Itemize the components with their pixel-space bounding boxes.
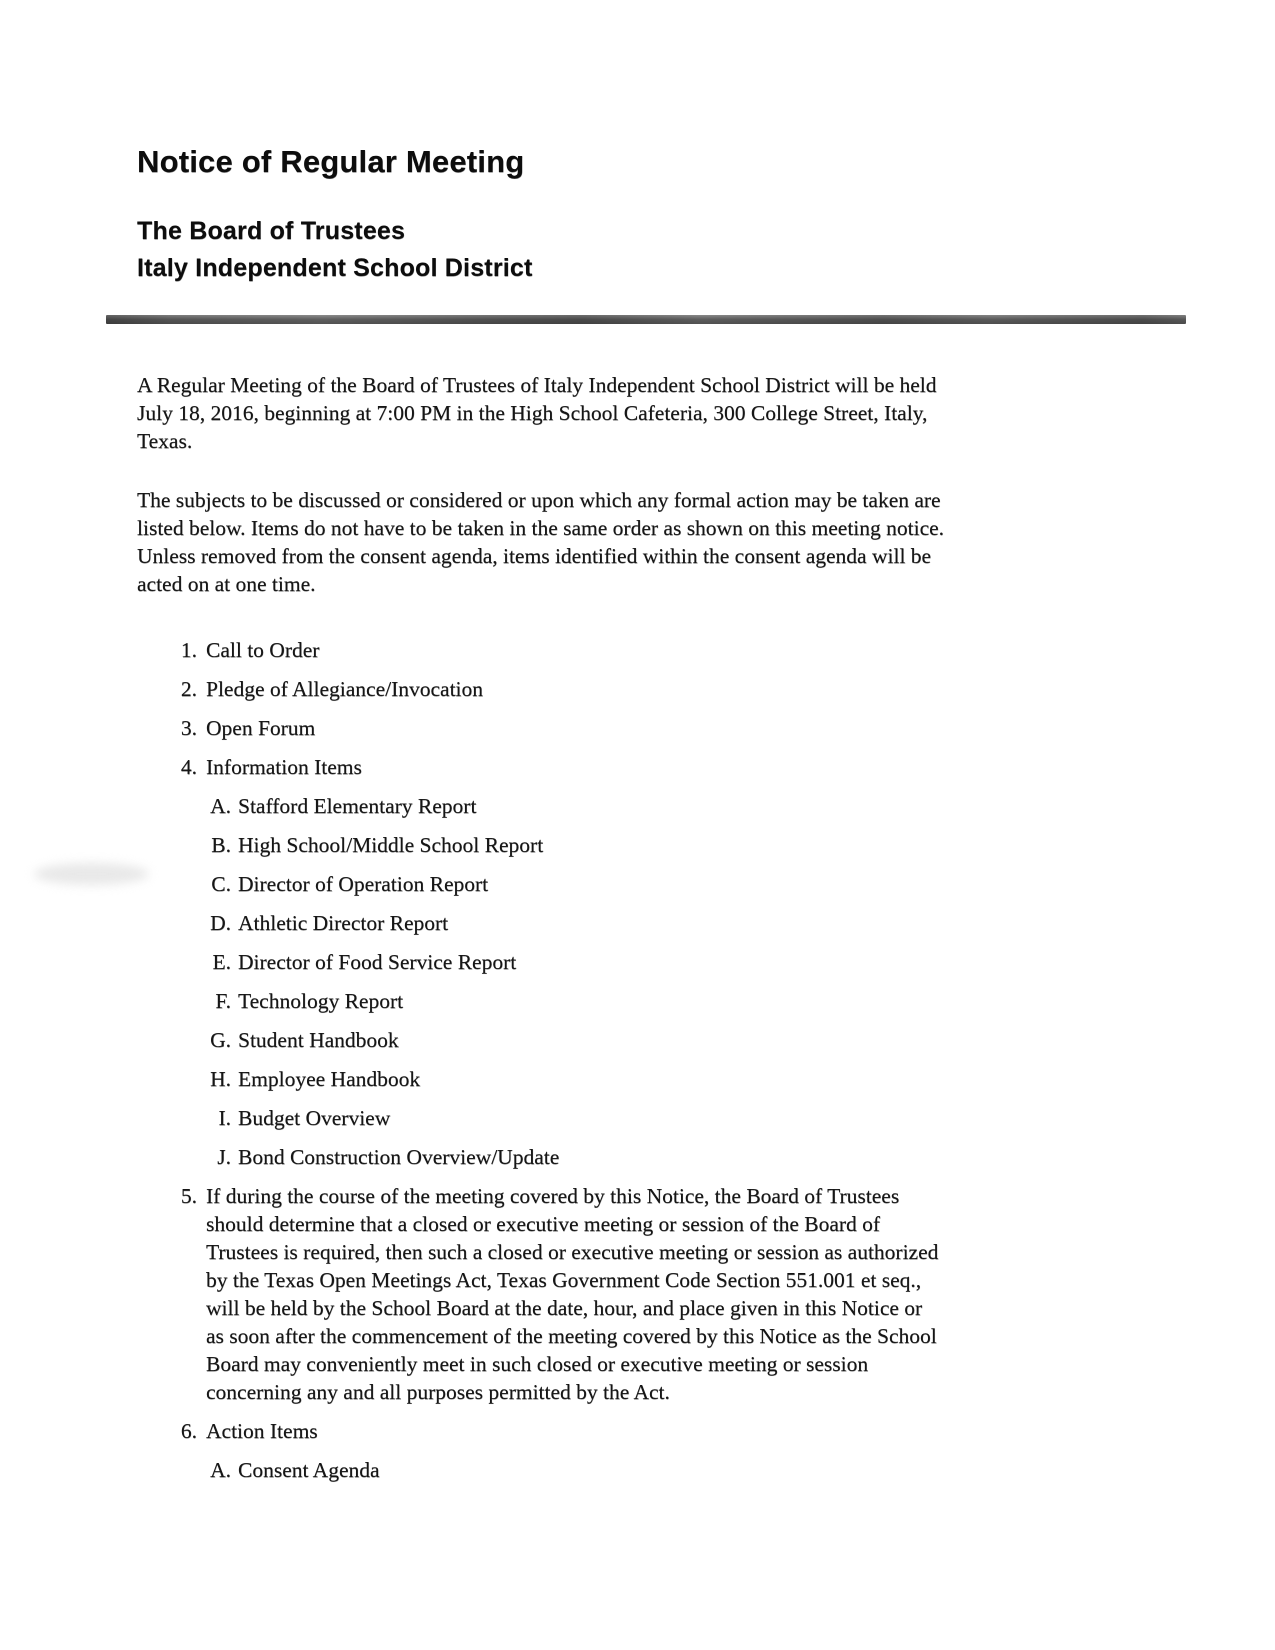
agenda-subitem-employee-handbook — [137, 1065, 1275, 1093]
item-marker: 3. — [180, 716, 197, 740]
item-label: Bond Construction Overview/Update — [238, 1145, 560, 1169]
agenda-item-pledge — [137, 675, 1275, 703]
item-label: Action Items — [206, 1419, 318, 1443]
agenda-item-information-items — [137, 753, 1275, 781]
item-label: Technology Report — [238, 989, 404, 1013]
text-line: as soon after the commencement of the meeting covered by this Notice as the School — [206, 1324, 937, 1348]
text-line: acted on at one time. — [137, 572, 316, 596]
agenda-subitem-bond-construction-overview — [137, 1143, 1275, 1171]
item-label: Budget Overview — [238, 1106, 391, 1130]
item-marker: 5. — [180, 1184, 197, 1208]
text-line: should determine that a closed or executive meeting or session of the Board of — [206, 1212, 881, 1236]
item-marker: 6. — [180, 1419, 197, 1443]
item-marker: I. — [218, 1106, 231, 1130]
text-line: concerning any and all purposes permitted by the Act. — [206, 1380, 670, 1404]
text-line: Texas. — [137, 429, 193, 453]
text-line: will be held by the School Board at the date, hour, and place given in this Notice or — [206, 1296, 923, 1320]
text-line: Trustees is required, then such a closed or executive meeting or session as authorized — [206, 1240, 939, 1264]
org-name-line: The Board of Trustees — [137, 217, 406, 245]
text-line: July 18, 2016, beginning at 7:00 PM in the High School Cafeteria, 300 College Street, Italy, — [137, 401, 928, 425]
district-name-line: Italy Independent School District — [137, 254, 533, 282]
agenda-subitem-high-school-report — [137, 831, 1275, 859]
item-label: Pledge of Allegiance/Invocation — [206, 677, 484, 701]
item-label — [206, 1182, 938, 1406]
agenda-item-closed-session-notice — [137, 1182, 1275, 1406]
text-line: listed below. Items do not have to be taken in the same order as shown on this meeting notice. — [137, 516, 945, 540]
item-label: Student Handbook — [238, 1028, 399, 1052]
item-marker: B. — [211, 833, 231, 857]
item-marker: A. — [210, 794, 231, 818]
agenda-subitem-student-handbook — [137, 1026, 1275, 1054]
item-marker: E. — [212, 950, 231, 974]
item-label: Athletic Director Report — [238, 911, 449, 935]
item-marker: F. — [215, 989, 231, 1013]
item-marker: C. — [211, 872, 231, 896]
item-marker: 2. — [180, 677, 197, 701]
agenda-item-call-to-order — [137, 636, 1275, 664]
item-marker: G. — [210, 1028, 231, 1052]
item-marker: A. — [210, 1458, 231, 1482]
item-marker: H. — [210, 1067, 231, 1091]
agenda-subitem-director-of-operation-report — [137, 870, 1275, 898]
item-marker: J. — [217, 1145, 231, 1169]
item-label: Stafford Elementary Report — [238, 794, 477, 818]
horizontal-divider — [106, 315, 1186, 324]
agenda-subitem-technology-report — [137, 987, 1275, 1015]
subjects-paragraph — [137, 486, 1067, 598]
agenda-subitem-stafford-elementary-report — [137, 792, 1275, 820]
item-marker: 1. — [180, 638, 197, 662]
text-line: by the Texas Open Meetings Act, Texas Government Code Section 551.001 et seq., — [206, 1268, 922, 1292]
text-line: A Regular Meeting of the Board of Trustees of Italy Independent School District will be held — [137, 373, 937, 397]
agenda-subitem-food-service-report — [137, 948, 1275, 976]
organization-block — [137, 213, 1275, 287]
item-label: Employee Handbook — [238, 1067, 421, 1091]
item-marker: D. — [210, 911, 231, 935]
text-line: If during the course of the meeting covered by this Notice, the Board of Trustees — [206, 1184, 900, 1208]
text-line: Board may conveniently meet in such closed or executive meeting or session — [206, 1352, 869, 1376]
item-label: Director of Operation Report — [238, 872, 489, 896]
agenda-list — [137, 636, 1275, 1484]
agenda-subitem-athletic-director-report — [137, 909, 1275, 937]
item-label: Director of Food Service Report — [238, 950, 517, 974]
item-label: Information Items — [206, 755, 362, 779]
agenda-subitem-consent-agenda — [137, 1456, 1275, 1484]
item-label: Call to Order — [206, 638, 320, 662]
item-label: High School/Middle School Report — [238, 833, 544, 857]
agenda-item-open-forum — [137, 714, 1275, 742]
scan-artifact — [34, 863, 149, 885]
agenda-subitem-budget-overview — [137, 1104, 1275, 1132]
item-label: Consent Agenda — [238, 1458, 380, 1482]
text-line: The subjects to be discussed or considered or upon which any formal action may be taken are — [137, 488, 941, 512]
item-marker: 4. — [180, 755, 197, 779]
text-line: Unless removed from the consent agenda, items identified within the consent agenda will be — [137, 544, 932, 568]
agenda-item-action-items — [137, 1417, 1275, 1445]
item-label: Open Forum — [206, 716, 316, 740]
page-title: Notice of Regular Meeting — [137, 144, 525, 179]
meeting-details-paragraph — [137, 371, 1067, 455]
